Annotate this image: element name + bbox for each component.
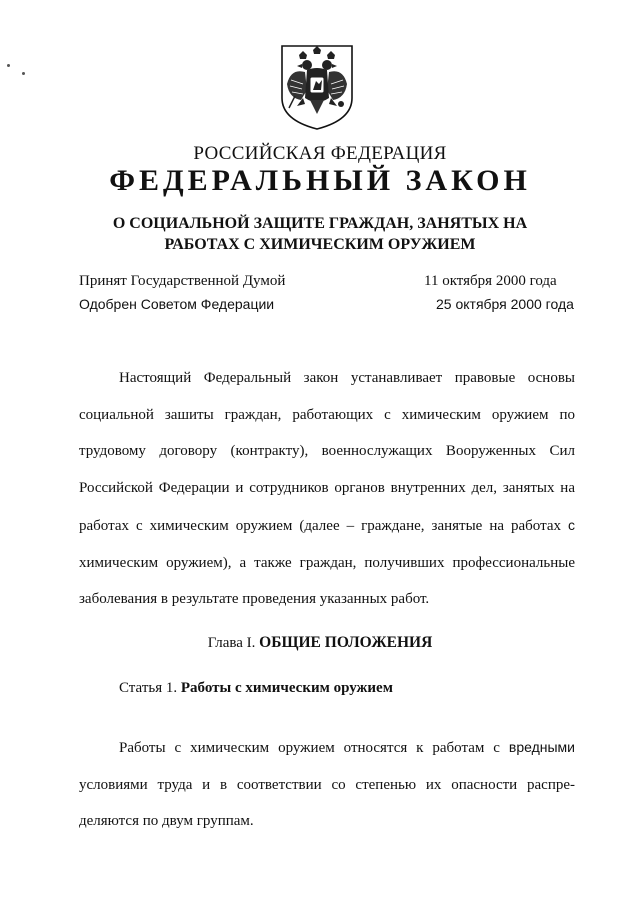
preamble-paragraph — [79, 360, 575, 618]
preamble-text-start: Настоящий Федеральный закон устанавливает правовые основы социальной зашиты граждан, работающих с химическим оружием по трудовому договору (контракту), военнослужащих Вооруженных Сил Российской Федерации и сотрудников органов внутренних дел, занятых на работах с химическим оружием (далее – граждане, занятые на работах — [79, 370, 575, 534]
coat-of-arms-icon — [277, 40, 357, 132]
approved-by-council-label: Одобрен Советом Федерации — [79, 296, 275, 312]
approved-by-council-date: 25 октября 2000 года — [436, 296, 574, 312]
preamble-text-bold: с — [568, 516, 575, 533]
article-text-mono: вредными — [508, 739, 575, 755]
law-title — [0, 213, 640, 255]
adopted-by-duma-date: 11 октября 2000 года — [424, 273, 557, 289]
scan-artifact-dot — [22, 72, 25, 75]
article-text-start: Работы с химическим оружием относятся к работам с — [119, 740, 509, 756]
preamble-text-end: химическим оружием), а также граждан, получивших профессиональные заболевания в результате проведения указанных работ. — [79, 554, 575, 608]
law-title-line-2: РАБОТАХ С ХИМИЧЕСКИМ ОРУЖИЕМ — [164, 236, 476, 253]
law-type-heading: ФЕДЕРАЛЬНЫЙ ЗАКОН — [109, 164, 531, 197]
chapter-label: Глава I. — [207, 635, 256, 651]
scan-artifact-dot — [7, 64, 10, 67]
country-name: РОССИЙСКАЯ ФЕДЕРАЦИЯ — [193, 143, 447, 164]
article-label: Статья 1. — [119, 680, 178, 696]
adopted-by-duma-label: Принят Государственной Думой — [79, 273, 286, 289]
law-title-line-1: О СОЦИАЛЬНОЙ ЗАЩИТЕ ГРАЖДАН, ЗАНЯТЫХ НА — [112, 215, 528, 232]
article-text-end: условиями труда и в соответствии со степенью их опасности распре-деляются по двум группам. — [79, 776, 575, 830]
article-title: Работы с химическим оружием — [180, 680, 393, 696]
article-heading — [119, 680, 393, 697]
article-paragraph — [79, 729, 575, 840]
chapter-heading — [0, 634, 640, 652]
chapter-title: ОБЩИЕ ПОЛОЖЕНИЯ — [259, 634, 433, 651]
